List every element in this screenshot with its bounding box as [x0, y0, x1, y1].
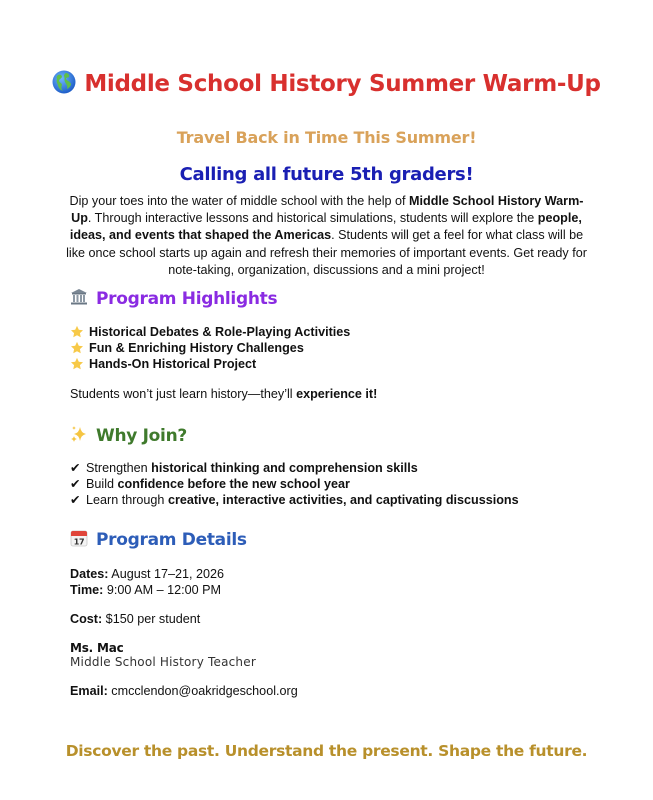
why-join-heading-text: Why Join? [96, 426, 187, 446]
email-address[interactable]: cmcclendon@oakridgeschool.org [107, 684, 298, 698]
cost-line [70, 612, 200, 626]
svg-text:17: 17 [73, 537, 85, 547]
time-label: Time: [70, 583, 104, 597]
time-line [70, 583, 221, 597]
cost-value: $150 per student [102, 612, 201, 626]
list-item [70, 492, 519, 508]
classical-building-icon [70, 288, 88, 306]
title-row [0, 70, 653, 97]
reason-text: Learn through [86, 493, 165, 507]
subtitle: Travel Back in Time This Summer! [176, 128, 477, 147]
page-title: Middle School History Summer Warm-Up [84, 71, 601, 97]
time-value: 9:00 AM – 12:00 PM [103, 583, 221, 597]
intro-paragraph [60, 193, 593, 279]
checkmark-icon: ✔ [70, 493, 81, 507]
why-join-heading [70, 425, 187, 446]
list-item [70, 356, 350, 372]
note-text: Students won’t just learn history—they’ll [70, 387, 297, 401]
email-label: Email: [70, 684, 108, 698]
dates-value: August 17–21, 2026 [108, 567, 225, 581]
intro-text-3: . Students will get a feel for what class will be like once school starts up again and refresh their memories of important events. Get ready for note-taking, organization, discussions and a mini project! [66, 228, 587, 277]
list-item [70, 340, 350, 356]
star-icon [70, 357, 84, 371]
why-join-list [70, 460, 519, 508]
cost-label: Cost: [70, 612, 103, 626]
intro-text-2: . Through interactive lessons and historical simulations, students will explore the [87, 211, 538, 226]
highlight-label: Fun & Enriching History Challenges [89, 341, 304, 355]
note-emphasis: experience it! [296, 387, 378, 401]
teacher-name: Ms. Mac [70, 641, 124, 655]
star-icon [70, 325, 84, 339]
footer-tagline: Discover the past. Understand the present. Shape the future. [65, 742, 588, 760]
calendar-icon [70, 529, 88, 547]
email-line [70, 684, 298, 698]
checkmark-icon: ✔ [70, 461, 81, 475]
intro-program-name: Middle School History Warm-Up [71, 194, 584, 226]
dates-label: Dates: [70, 567, 109, 581]
list-item [70, 460, 519, 476]
reason-emphasis: historical thinking and comprehension skills [151, 461, 418, 475]
star-icon [70, 341, 84, 355]
checkmark-icon: ✔ [70, 477, 81, 491]
teacher-role: Middle School History Teacher [70, 655, 256, 669]
highlight-label: Hands-On Historical Project [89, 357, 257, 371]
intro-text-1: Dip your toes into the water of middle school with the help of [69, 194, 410, 208]
reason-emphasis: creative, interactive activities, and captivating discussions [167, 493, 519, 507]
reason-emphasis: confidence before the new school year [117, 477, 350, 491]
details-heading-text: Program Details [96, 530, 247, 550]
reason-text: Strengthen [86, 461, 148, 475]
list-item [70, 324, 350, 340]
highlights-heading [70, 288, 277, 309]
highlights-heading-text: Program Highlights [96, 289, 278, 309]
highlights-note [70, 387, 377, 401]
globe-americas-icon [52, 70, 76, 94]
highlight-label: Historical Debates & Role-Playing Activities [89, 325, 351, 339]
list-item [70, 476, 519, 492]
sparkles-icon [70, 425, 88, 443]
dates-line [70, 567, 224, 581]
highlights-list [70, 324, 350, 372]
reason-text: Build [86, 477, 115, 491]
details-heading [70, 529, 247, 550]
audience-callout: Calling all future 5th graders! [179, 164, 474, 185]
intro-focus: people, ideas, and events that shaped the Americas [69, 211, 582, 243]
